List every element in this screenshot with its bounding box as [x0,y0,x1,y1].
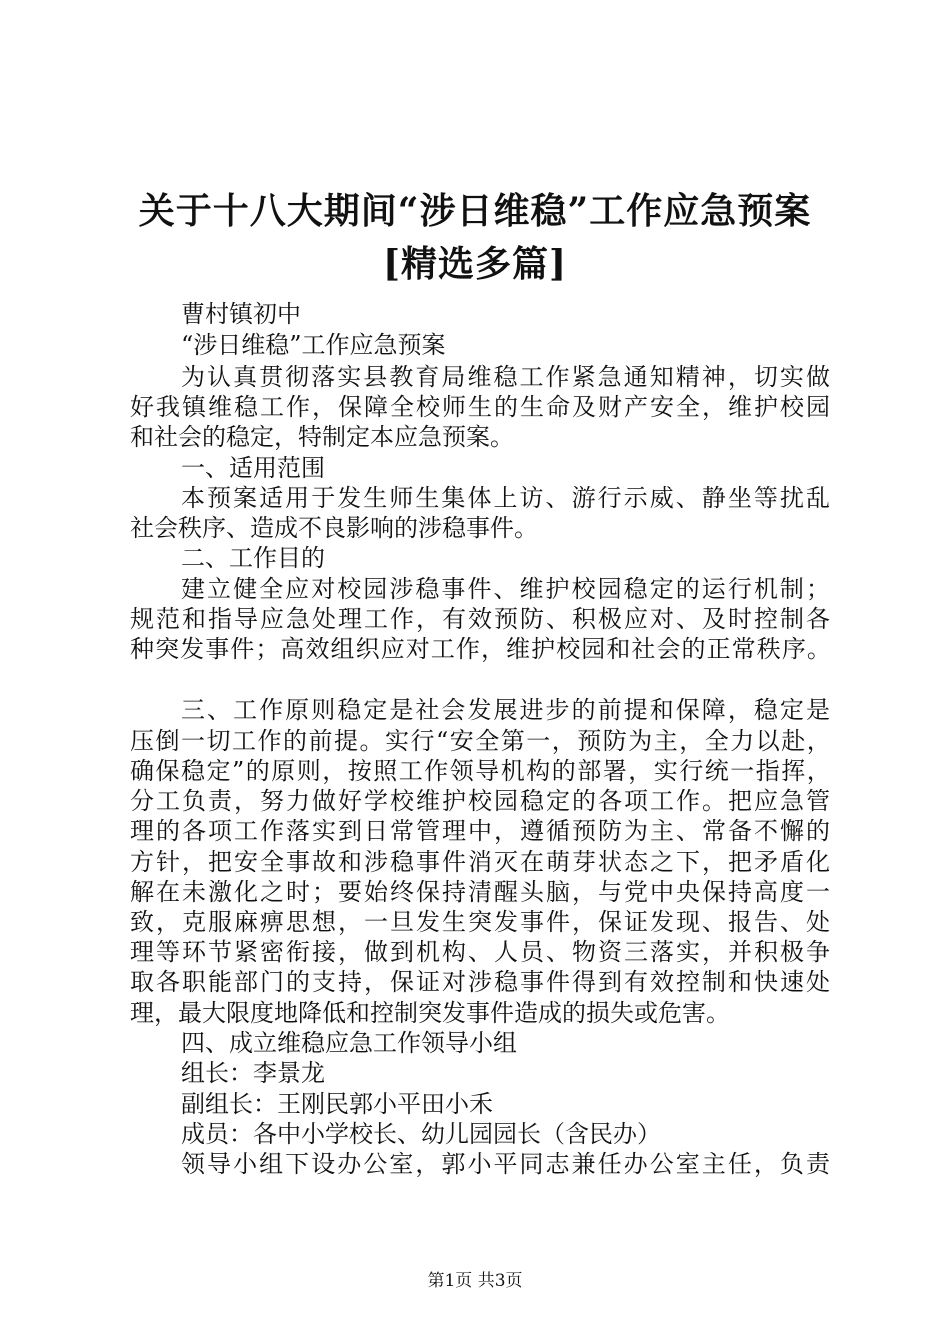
body-line: 理的各项工作落实到日常管理中，遵循预防为主、常备不懈的 [130,817,832,845]
body-line: 曹村镇初中 [181,300,301,328]
body-line: 为认真贯彻落实县教育局维稳工作紧急通知精神，切实做 [181,363,832,391]
body-line: 致，克服麻痹思想，一旦发生突发事件，保证发现、报告、处 [130,908,832,936]
body-line: 建立健全应对校园涉稳事件、维护校园稳定的运行机制； [181,575,832,603]
body-line: 取各职能部门的支持，保证对涉稳事件得到有效控制和快速处 [130,968,832,996]
body-line: 领导小组下设办公室，郭小平同志兼任办公室主任，负责 [181,1150,832,1178]
body-line: 二、工作目的 [181,544,325,572]
body-line: 理等环节紧密衔接，做到机构、人员、物资三落实，并积极争 [130,938,832,966]
body-line: 副组长：王刚民郭小平田小禾 [181,1090,493,1118]
body-line: 分工负责，努力做好学校维护校园稳定的各项工作。把应急管 [130,787,832,815]
body-line: 压倒一切工作的前提。实行“安全第一，预防为主，全力以赴， [130,727,833,755]
body-line: 组长：李景龙 [181,1059,325,1087]
body-line: 本预案适用于发生师生集体上访、游行示威、静坐等扰乱 [181,484,832,512]
document-subtitle: [精选多篇] [382,243,568,285]
body-line: 规范和指导应急处理工作，有效预防、积极应对、及时控制各 [130,605,832,633]
body-line: 确保稳定”的原则，按照工作领导机构的部署，实行统一指挥， [130,757,833,785]
body-line: “涉日维稳”工作应急预案 [181,331,446,359]
page-footer: 第1页 共3页 [427,1271,523,1291]
body-line: 社会秩序、造成不良影响的涉稳事件。 [130,514,538,542]
body-line: 成员：各中小学校长、幼儿园园长（含民办） [181,1120,661,1148]
body-line: 理，最大限度地降低和控制突发事件造成的损失或危害。 [130,999,730,1027]
body-line: 和社会的稳定，特制定本应急预案。 [130,423,514,451]
body-line: 好我镇维稳工作，保障全校师生的生命及财产安全，维护校园 [130,393,832,421]
body-line: 种突发事件；高效组织应对工作，维护校园和社会的正常秩序。 [130,635,832,663]
body-line: 解在未激化之时；要始终保持清醒头脑，与党中央保持高度一 [130,878,832,906]
body-line: 三、工作原则稳定是社会发展进步的前提和保障，稳定是 [181,696,832,724]
body-line: 方针，把安全事故和涉稳事件消灭在萌芽状态之下，把矛盾化 [130,848,832,876]
body-line: 四、成立维稳应急工作领导小组 [181,1029,517,1057]
body-line: 一、适用范围 [181,454,325,482]
document-title: 关于十八大期间“涉日维稳”工作应急预案 [138,190,812,232]
